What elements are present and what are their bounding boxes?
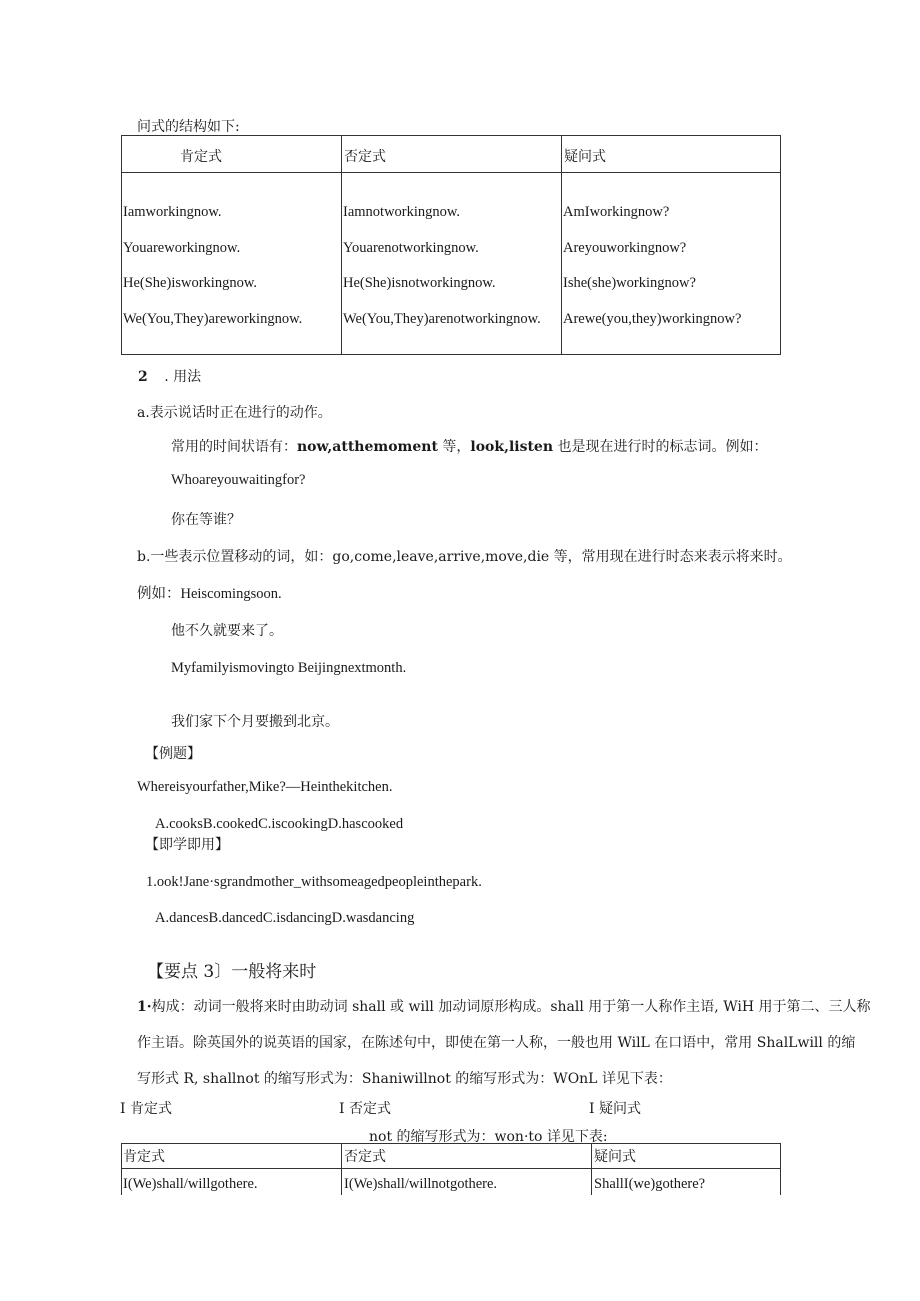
point3-header-affirmative: I 肯定式	[120, 1101, 172, 1117]
example-zh-2: 他不久就要来了。	[171, 623, 283, 639]
negative-sentence: I(We)shall/willnotgothere.	[344, 1176, 498, 1192]
point3-note: not 的缩写形式为：won·to 详见下表:	[369, 1129, 608, 1145]
point3-title: 【要点 3〕一般将来时	[147, 962, 317, 982]
affirmative-sentence: Iamworkingnow.	[123, 204, 222, 220]
example-en-3: Myfamilyismovingto Beijingnextmonth.	[171, 660, 407, 676]
header-affirmative: 肯定式	[122, 136, 342, 173]
usage-title: . 用法	[164, 369, 202, 385]
negative-sentence: Youarenotworkingnow.	[343, 239, 479, 256]
point3-paragraph-line-2: 作主语。除英国外的说英语的国家，在陈述句中，即使在第一人称，一般也用 WilL 在口语中，常用 ShalLwill 的缩	[137, 1035, 856, 1051]
practice-options: A.dancesB.dancedC.isdancingD.wasdancing	[155, 910, 415, 926]
affirmative-cell	[122, 1169, 342, 1195]
example-zh-1: 你在等谁？	[171, 512, 241, 528]
question-sentence: Ishe(she)workingnow?	[563, 275, 696, 291]
negative-sentence: Iamnotworkingnow.	[343, 204, 461, 220]
point3-header-negative: I 否定式	[339, 1101, 391, 1117]
question-sentence: ShallI(we)gothere?	[594, 1176, 706, 1192]
example-title: 【例题】	[145, 746, 201, 762]
question-sentence: Areyouworkingnow?	[563, 239, 687, 256]
question-sentence: AmIworkingnow?	[563, 204, 670, 220]
example-en-2: 例如：Heiscomingsoon.	[137, 586, 282, 602]
point3-header-question: I 疑问式	[589, 1101, 641, 1117]
keyword-now: now,atthemoment	[297, 439, 438, 455]
affirmative-cell	[122, 173, 342, 355]
usage-number: 2	[138, 369, 148, 385]
intro-text: 问式的结构如下:	[137, 119, 240, 135]
header-negative: 否定式	[342, 136, 562, 173]
negative-sentence: He(She)isnotworkingnow.	[343, 275, 496, 291]
usage-a: a.表示说话时正在进行的动作。	[137, 405, 332, 421]
negative-cell	[342, 173, 562, 355]
common-adverbials: 常用的时间状语有：now,atthemoment 等，look,listen 也是现在进行时的标志词。例如：	[171, 439, 768, 455]
keyword-look: look,listen	[470, 439, 554, 455]
affirmative-sentence: Youareworkingnow.	[123, 239, 241, 256]
header-affirmative: 肯定式	[122, 1144, 342, 1169]
point3-paragraph-line-1: 1·构成：动词一般将来时由助动词 shall 或 will 加动词原形构成。shall 用于第一人称作主语, WiH 用于第二、三人称	[137, 999, 871, 1015]
future-tense-table	[121, 1143, 781, 1195]
usage-heading	[138, 366, 201, 386]
negative-sentence: We(You,They)arenotworkingnow.	[343, 310, 541, 327]
affirmative-sentence: I(We)shall/willgothere.	[123, 1176, 258, 1192]
point3-number: 1·	[137, 999, 152, 1015]
question-cell	[592, 1169, 781, 1195]
practice-question: 1.ook!Jane·sgrandmother_withsomeagedpeopleinthepark.	[146, 874, 482, 890]
header-negative: 否定式	[342, 1144, 592, 1169]
example-options: A.cooksB.cookedC.iscookingD.hascooked	[155, 816, 404, 832]
question-sentence: Arewe(you,they)workingnow?	[563, 310, 742, 327]
usage-b: b.一些表示位置移动的词，如：go,come,leave,arrive,move,die 等，常用现在进行时态来表示将来时。	[137, 549, 792, 565]
question-cell	[562, 173, 781, 355]
header-question: 疑问式	[592, 1144, 781, 1169]
example-zh-3: 我们家下个月要搬到北京。	[171, 714, 339, 730]
affirmative-sentence: He(She)isworkingnow.	[123, 275, 257, 291]
header-question: 疑问式	[562, 136, 781, 173]
example-question: Whereisyourfather,Mike?—Heinthekitchen.	[137, 779, 393, 795]
affirmative-sentence: We(You,They)areworkingnow.	[123, 310, 303, 327]
negative-cell	[342, 1169, 592, 1195]
example-en-1: Whoareyouwaitingfor?	[171, 472, 306, 488]
point3-paragraph-line-3: 写形式 R, shallnot 的缩写形式为：Shaniwillnot 的缩写形式为：WOnL 详见下表：	[137, 1071, 672, 1087]
tense-structure-table	[121, 135, 781, 355]
practice-title: 【即学即用】	[145, 837, 229, 853]
